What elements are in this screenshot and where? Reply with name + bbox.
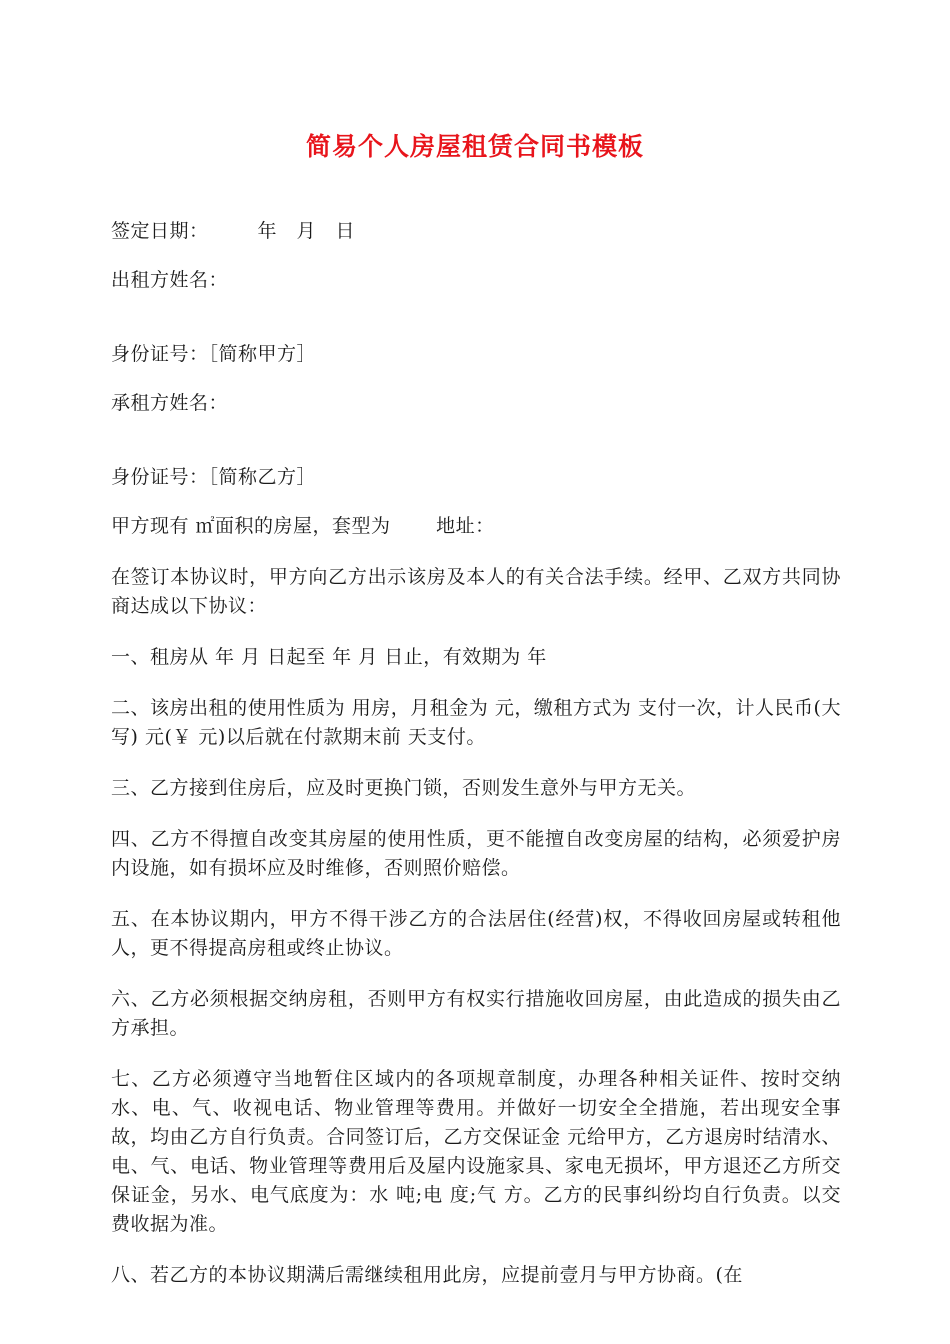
clause-1: 一、租房从 年 月 日起至 年 月 日止，有效期为 年 bbox=[111, 646, 547, 668]
property-info: 甲方现有 ㎡面积的房屋，套型为 地址： bbox=[111, 515, 495, 537]
clause-3: 三、乙方接到住房后，应及时更换门锁，否则发生意外与甲方无关。 bbox=[111, 777, 697, 799]
clause-5: 五、在本协议期内，甲方不得干涉乙方的合法居住(经营)权，不得收回房屋或转租他人，更不得提高房租或终止协议。 bbox=[111, 908, 841, 959]
lessee-id: 身份证号：［简称乙方］ bbox=[111, 466, 317, 488]
lessor-id: 身份证号：［简称甲方］ bbox=[111, 343, 317, 365]
clause-2: 二、该房出租的使用性质为 用房，月租金为 元，缴租方式为 支付一次，计人民币(大写) 元(￥ 元)以后就在付款期末前 天支付。 bbox=[111, 697, 841, 748]
clause-4: 四、乙方不得擅自改变其房屋的使用性质，更不能擅自改变房屋的结构，必须爱护房内设施，如有损坏应及时维修，否则照价赔偿。 bbox=[111, 828, 841, 879]
clause-8: 八、若乙方的本协议期满后需继续租用此房，应提前壹月与甲方协商。(在 bbox=[111, 1264, 743, 1286]
signing-date: 签定日期： 年 月 日 bbox=[111, 220, 356, 242]
clause-6: 六、乙方必须根据交纳房租，否则甲方有权实行措施收回房屋，由此造成的损失由乙方承担。 bbox=[111, 988, 841, 1039]
agreement-intro: 在签订本协议时，甲方向乙方出示该房及本人的有关合法手续。经甲、乙双方共同协商达成以下协议： bbox=[111, 566, 841, 617]
clause-7: 七、乙方必须遵守当地暂住区域内的各项规章制度，办理各种相关证件、按时交纳水、电、气、收视电话、物业管理等费用。并做好一切安全全措施，若出现安全事故，均由乙方自行负责。合同签订后，乙方交保证金 元给甲方，乙方退房时结清水、电、气、电话、物业管理等费用后及屋内设施家具、家电无损坏，甲方退还乙方所交保证金，另水、电气底度为：水 吨;电 度;气 方。乙方的民事纠纷均自行负责。以交费收据为准。 bbox=[111, 1068, 841, 1235]
document-title: 简易个人房屋租赁合同书模板 bbox=[305, 132, 644, 161]
lessor-name: 出租方姓名： bbox=[111, 269, 229, 291]
lessee-name: 承租方姓名： bbox=[111, 392, 229, 414]
document-body bbox=[111, 217, 841, 1290]
